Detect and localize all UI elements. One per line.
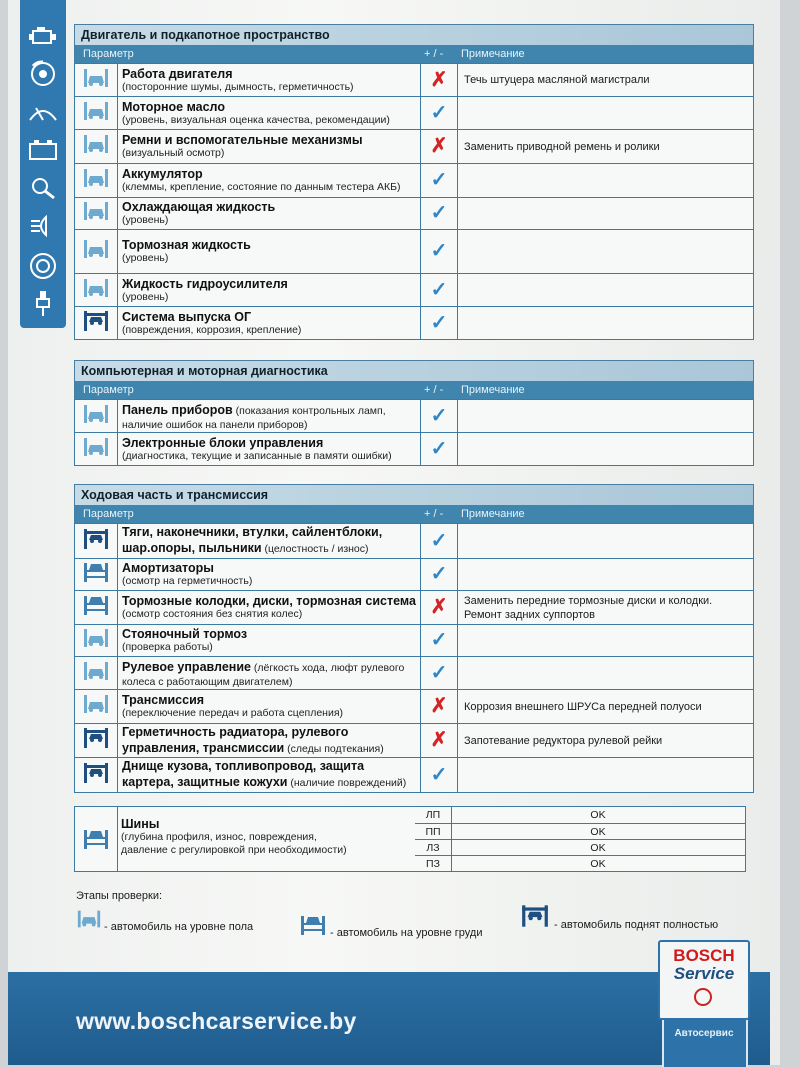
row-subtitle: (уровень) xyxy=(122,214,169,226)
car-lift-full-icon xyxy=(82,727,110,754)
legend-item-full xyxy=(520,904,718,931)
car-lift-chest-icon xyxy=(75,807,118,871)
check-mark-icon: ✓ xyxy=(430,563,448,585)
table-row xyxy=(75,97,754,130)
row-title: Ремни и вспомогательные механизмы xyxy=(122,133,363,147)
row-title: Трансмиссия xyxy=(122,693,205,707)
section-table xyxy=(74,63,754,340)
check-mark-icon: ✓ xyxy=(430,437,448,460)
row-note xyxy=(458,758,754,793)
row-note xyxy=(458,307,754,340)
header-note: Примечание xyxy=(461,48,525,60)
row-note xyxy=(458,524,754,559)
row-title: Электронные блоки управления xyxy=(122,435,324,450)
table-row xyxy=(75,400,754,433)
tires-subtitle-line1: (глубина профиля, износ, повреждения, xyxy=(121,831,317,843)
row-title-line2: управления, трансмиссии xyxy=(122,740,285,755)
legend-full-label: - автомобиль поднят полностью xyxy=(554,919,719,931)
table-row xyxy=(75,433,754,466)
row-note: Заменить передние тормозные диски и колодки. Ремонт задних суппортов xyxy=(458,591,754,625)
table-row xyxy=(75,524,754,559)
headlight-icon xyxy=(24,210,62,242)
engine-icon xyxy=(24,20,62,52)
fail-mark-icon: ✗ xyxy=(430,695,448,717)
row-title: Стояночный тормоз xyxy=(122,627,248,641)
row-subtitle: (уровень) xyxy=(122,252,169,264)
tire-row xyxy=(415,839,745,856)
header-param: Параметр xyxy=(83,384,134,396)
section-diagnostics xyxy=(74,360,754,466)
brake-disc-icon xyxy=(24,58,62,90)
row-note xyxy=(458,97,754,130)
row-subtitle: (переключение передач и работа сцепления) xyxy=(122,707,344,719)
spark-plug-icon xyxy=(24,288,62,320)
logo-subtitle: Автосервис xyxy=(674,1028,734,1039)
row-subtitle: (осмотр на герметичность) xyxy=(122,575,253,587)
row-subtitle: колеса с работающим двигателем) xyxy=(122,675,293,688)
car-lift-chest-icon xyxy=(82,594,110,621)
row-title: Панель приборов xyxy=(122,402,233,417)
car-floor-icon xyxy=(82,660,110,687)
row-note: Течь штуцера масляной магистрали xyxy=(458,64,754,97)
section-engine xyxy=(74,24,754,340)
row-note: Коррозия внешнего ШРУСа передней полуоси xyxy=(458,690,754,724)
car-lift-full-icon xyxy=(82,528,110,555)
row-subtitle: (диагностика, текущие и записанные в памяти ошибки) xyxy=(122,449,392,462)
row-note xyxy=(458,559,754,591)
row-note xyxy=(458,230,754,274)
car-floor-icon xyxy=(82,627,110,654)
row-title: Тяги, наконечники, втулки, сайлентблоки, xyxy=(122,525,383,539)
car-floor-icon xyxy=(82,693,110,720)
row-title: Тормозные колодки, диски, тормозная система xyxy=(122,594,416,608)
check-mark-icon: ✓ xyxy=(430,763,448,786)
legend-title: Этапы проверки: xyxy=(76,890,163,902)
car-floor-icon xyxy=(82,200,110,227)
section-title: Двигатель и подкапотное пространство xyxy=(74,24,754,45)
car-floor-icon xyxy=(82,238,110,265)
legend-item-floor xyxy=(76,908,253,933)
tires-block xyxy=(74,806,746,872)
tire-value: OK xyxy=(590,809,606,821)
check-mark-icon: ✓ xyxy=(430,661,448,684)
car-lift-chest-icon xyxy=(298,914,328,939)
header-note: Примечание xyxy=(461,508,525,520)
table-row xyxy=(75,307,754,340)
row-note xyxy=(458,198,754,230)
row-note xyxy=(458,274,754,307)
fail-mark-icon: ✗ xyxy=(430,729,448,751)
row-title-suffix: (следы подтекания) xyxy=(284,742,384,755)
row-title: Охлаждающая жидкость xyxy=(122,200,276,214)
tire-position: ПП xyxy=(415,824,452,840)
tire-position: ЛЗ xyxy=(415,840,452,856)
row-title-suffix: (целостность / износ) xyxy=(261,543,369,555)
tire-row xyxy=(415,823,745,840)
header-plus-minus: + / - xyxy=(424,48,444,60)
fail-mark-icon: ✗ xyxy=(430,68,448,91)
tires-title: Шины xyxy=(121,817,160,831)
car-floor-icon xyxy=(82,436,110,463)
check-mark-icon: ✓ xyxy=(430,169,448,191)
row-note xyxy=(458,164,754,198)
tire-value: OK xyxy=(590,826,606,838)
header-param: Параметр xyxy=(83,48,134,60)
row-title: Тормозная жидкость xyxy=(122,238,251,252)
check-mark-icon: ✓ xyxy=(430,202,448,224)
battery-icon xyxy=(24,134,62,166)
row-title-line2: шар.опоры, пыльники xyxy=(122,541,262,555)
fail-mark-icon: ✗ xyxy=(430,596,448,618)
row-note: Запотевание редуктора рулевой рейки xyxy=(458,724,754,758)
row-subtitle: (клеммы, крепление, состояние по данным тестера АКБ) xyxy=(122,181,401,193)
car-floor-icon xyxy=(82,100,110,127)
car-floor-icon xyxy=(82,133,110,160)
row-subtitle: (уровень, визуальная оценка качества, рекомендации) xyxy=(122,113,390,126)
tire-row xyxy=(415,855,745,872)
row-title-suffix: (наличие повреждений) xyxy=(287,777,407,789)
row-note xyxy=(458,400,754,433)
row-subtitle: (осмотр состояния без снятия колес) xyxy=(122,608,303,620)
fail-mark-icon: ✗ xyxy=(430,135,448,157)
table-row xyxy=(75,130,754,164)
car-lift-full-icon xyxy=(82,762,110,789)
table-row xyxy=(75,690,754,724)
row-title: Амортизаторы xyxy=(122,561,214,575)
table-row xyxy=(75,64,754,97)
legend-chest-label: - автомобиль на уровне груди xyxy=(330,927,483,939)
table-row xyxy=(75,230,754,274)
car-lift-chest-icon xyxy=(82,561,110,588)
tire-position: ЛП xyxy=(415,807,452,823)
bosch-service-logo xyxy=(658,940,750,1020)
car-lift-full-icon xyxy=(82,310,110,337)
row-title: Днище кузова, топливопровод, защита xyxy=(122,759,365,773)
wheel-icon xyxy=(24,250,62,282)
row-subtitle: (проверка работы) xyxy=(122,641,213,653)
legend xyxy=(76,890,756,950)
table-row xyxy=(75,164,754,198)
section-chassis xyxy=(74,484,754,793)
check-mark-icon: ✓ xyxy=(430,404,448,427)
sidebar-icon-strip xyxy=(20,0,66,328)
diagnostics-icon xyxy=(24,172,62,204)
logo-service-text: Service xyxy=(673,964,735,983)
row-title-suffix: (показания контрольных ламп, xyxy=(232,404,386,417)
row-title: Рулевое управление xyxy=(122,659,251,674)
tires-subtitle-line2: давление с регулировкой при необходимости) xyxy=(121,844,347,856)
row-title: Работа двигателя xyxy=(122,66,233,81)
car-floor-icon xyxy=(76,908,102,933)
table-row xyxy=(75,758,754,793)
table-row xyxy=(75,591,754,625)
check-mark-icon: ✓ xyxy=(430,101,448,124)
car-lift-full-icon xyxy=(520,904,550,931)
tire-value: OK xyxy=(590,858,606,870)
row-title: Система выпуска ОГ xyxy=(122,309,252,324)
table-row xyxy=(75,625,754,657)
row-title-suffix: (лёгкость хода, люфт рулевого xyxy=(250,661,405,674)
row-subtitle: (повреждения, коррозия, крепление) xyxy=(122,323,302,336)
header-plus-minus: + / - xyxy=(424,508,444,520)
table-row xyxy=(75,274,754,307)
section-header xyxy=(74,381,754,399)
table-row xyxy=(75,559,754,591)
row-subtitle: наличие ошибок на панели приборов) xyxy=(122,418,308,431)
table-row xyxy=(75,198,754,230)
section-header xyxy=(74,45,754,63)
section-table xyxy=(74,523,754,793)
car-floor-icon xyxy=(82,403,110,430)
check-mark-icon: ✓ xyxy=(430,629,448,651)
row-note xyxy=(458,657,754,690)
header-plus-minus: + / - xyxy=(424,384,444,396)
header-param: Параметр xyxy=(83,508,134,520)
check-mark-icon: ✓ xyxy=(430,529,448,552)
website-link[interactable]: www.boschcarservice.by xyxy=(76,1008,357,1034)
section-header xyxy=(74,505,754,523)
row-note xyxy=(458,433,754,466)
legend-item-chest xyxy=(298,914,482,939)
table-row xyxy=(75,724,754,758)
tire-position: ПЗ xyxy=(415,856,452,872)
row-title: Аккумулятор xyxy=(122,167,203,181)
section-title: Компьютерная и моторная диагностика xyxy=(74,360,754,381)
car-floor-icon xyxy=(82,277,110,304)
tire-value: OK xyxy=(590,842,606,854)
tire-row xyxy=(415,807,745,823)
row-subtitle: (посторонние шумы, дымность, герметичность) xyxy=(122,80,354,93)
row-subtitle: (визуальный осмотр) xyxy=(122,147,225,159)
legend-floor-label: - автомобиль на уровне пола xyxy=(104,921,254,933)
header-note: Примечание xyxy=(461,384,525,396)
table-row xyxy=(75,657,754,690)
tires-param xyxy=(121,817,347,857)
section-title: Ходовая часть и трансмиссия xyxy=(74,484,754,505)
row-title-line2: картера, защитные кожухи xyxy=(122,775,288,789)
bosch-armature-icon xyxy=(694,988,712,1006)
car-floor-icon xyxy=(82,67,110,94)
section-table xyxy=(74,399,754,466)
logo-bosch-text: BOSCH xyxy=(673,946,735,965)
car-floor-icon xyxy=(82,167,110,194)
wiper-icon xyxy=(24,96,62,128)
row-note: Заменить приводной ремень и ролики xyxy=(458,130,754,164)
row-note xyxy=(458,625,754,657)
row-subtitle: (уровень) xyxy=(122,290,169,303)
check-mark-icon: ✓ xyxy=(430,278,448,301)
check-mark-icon: ✓ xyxy=(430,240,448,262)
check-mark-icon: ✓ xyxy=(430,311,448,334)
row-title: Герметичность радиатора, рулевого xyxy=(122,724,349,739)
row-title: Моторное масло xyxy=(122,99,225,114)
row-title: Жидкость гидроусилителя xyxy=(122,276,288,291)
